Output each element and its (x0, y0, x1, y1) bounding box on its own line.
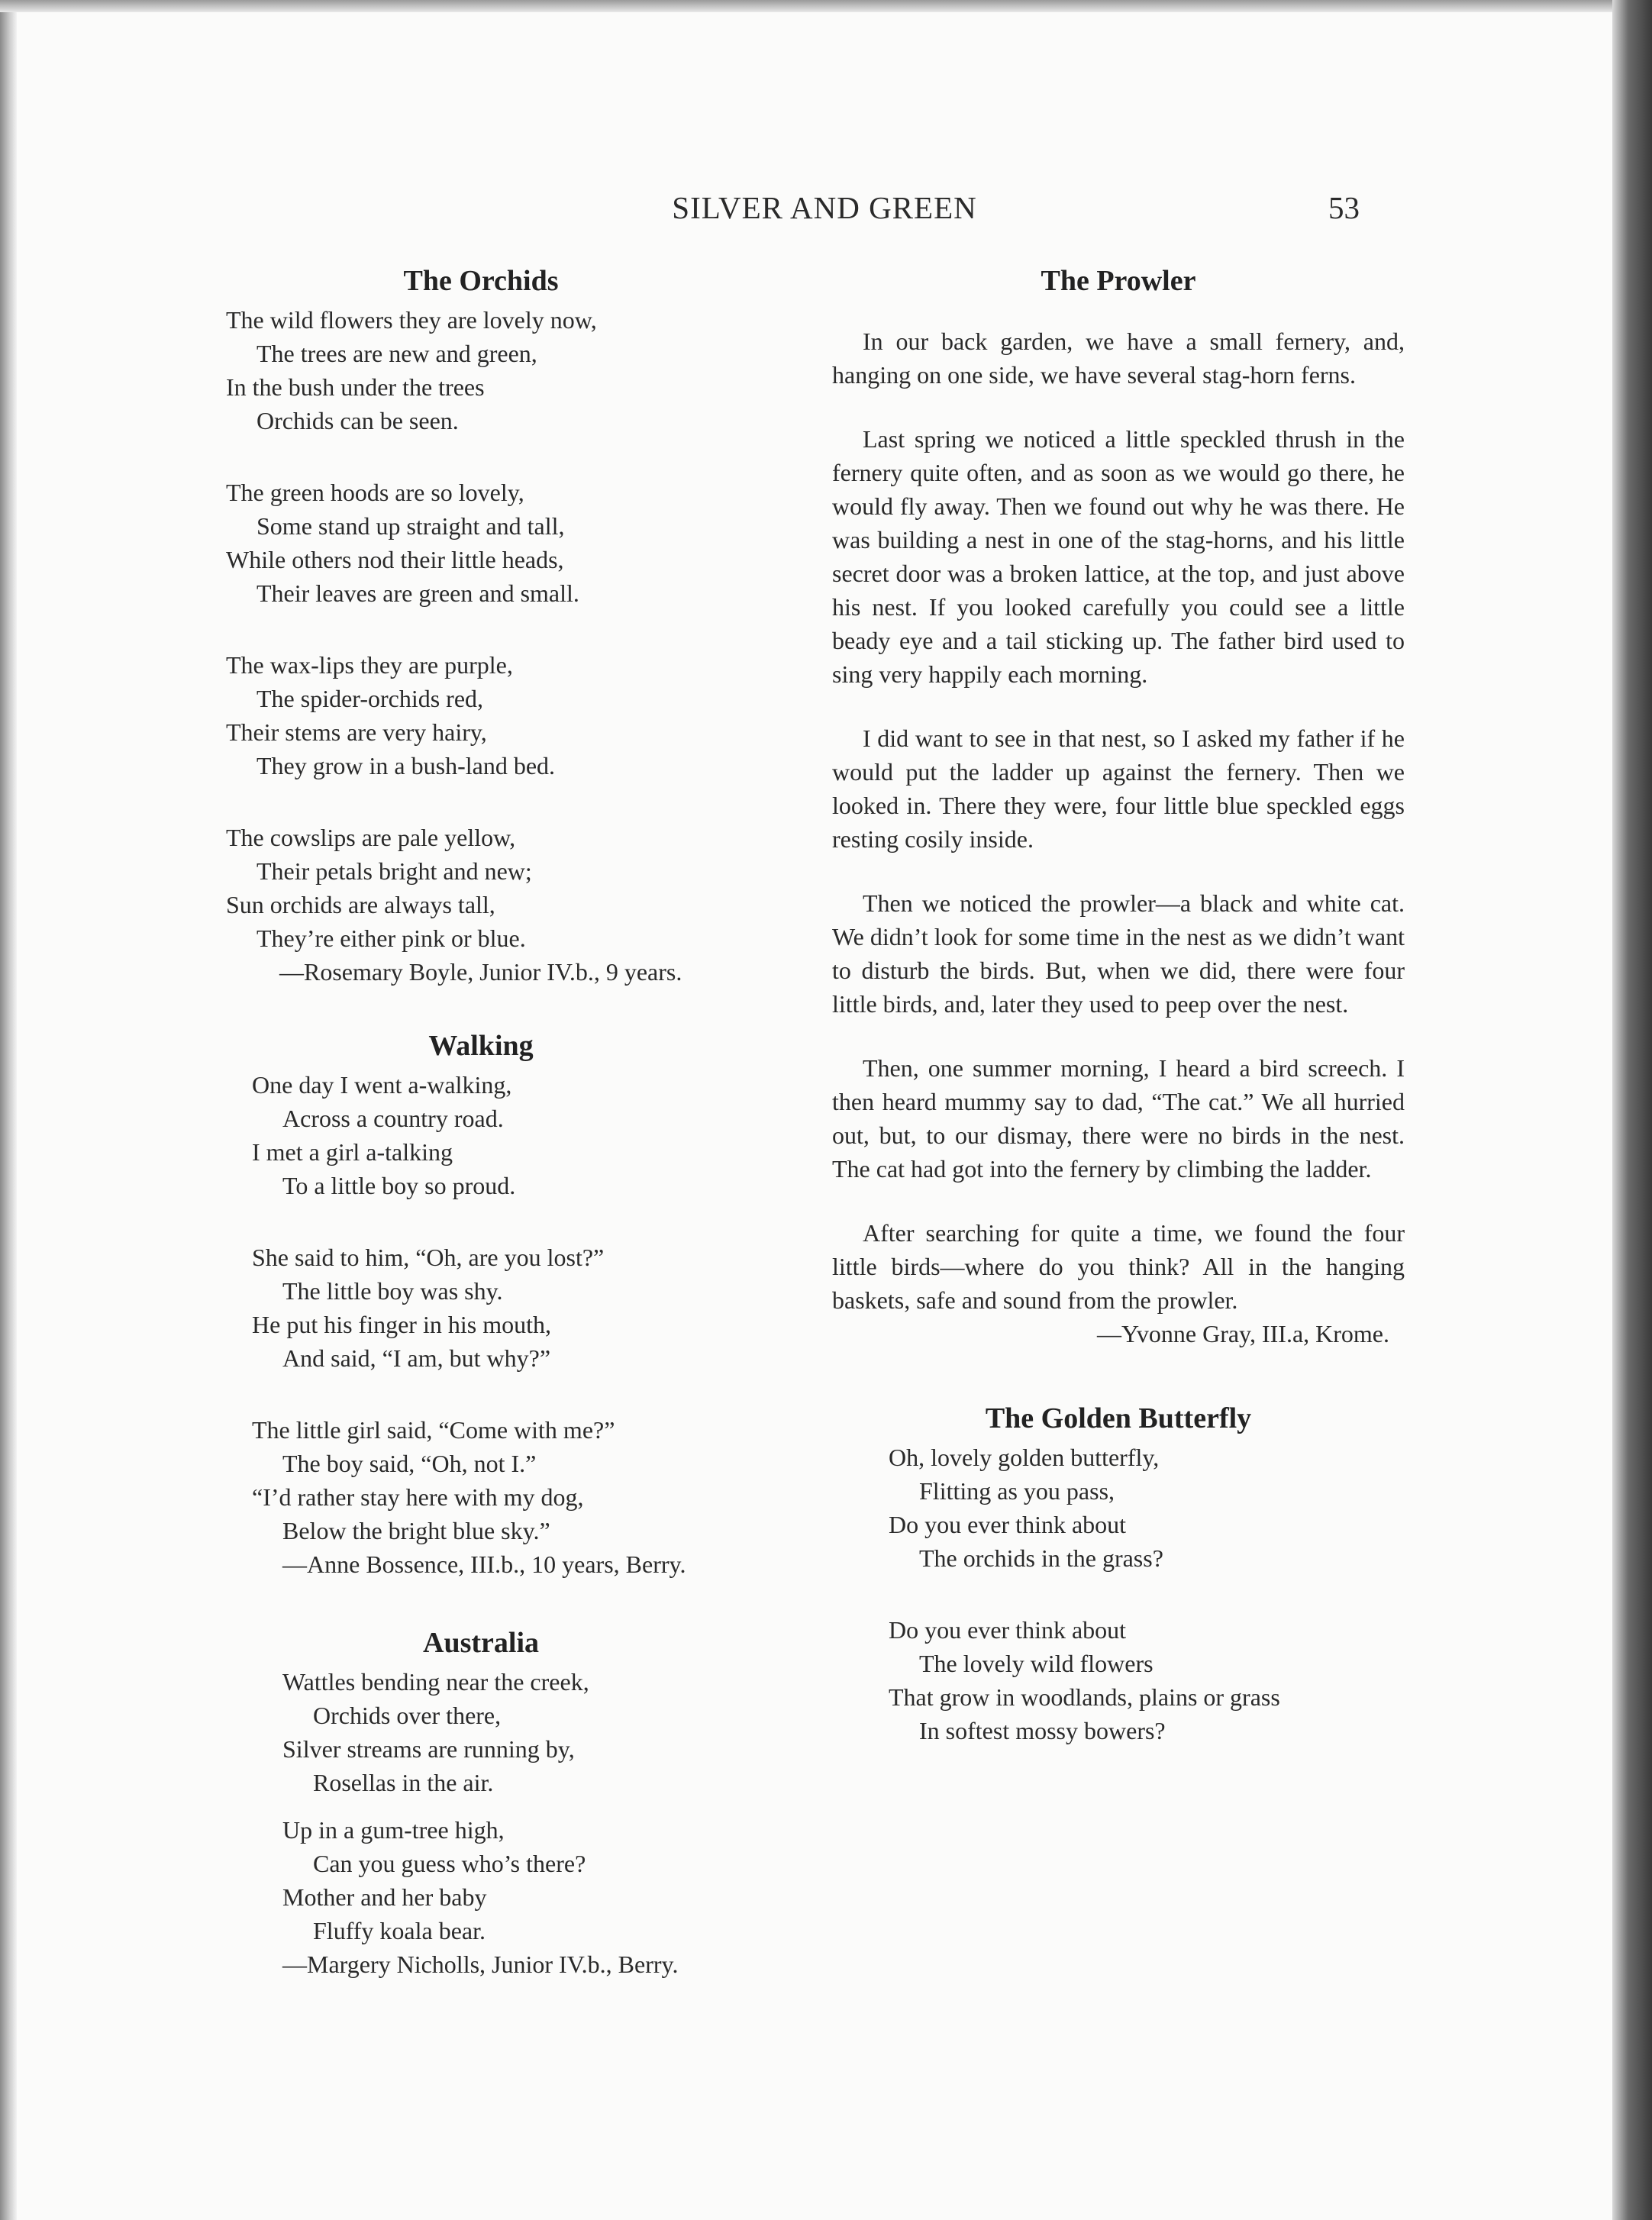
story-paragraph: I did want to see in that nest, so I asked my father if he would put the ladder up against the fernery. Then we looked in. There they were, four little blue speckled eggs resting cosily inside. (832, 724, 1405, 853)
poem-line: The lovely wild flowers (919, 1650, 1153, 1677)
stanza (214, 1413, 748, 1581)
poem-line: One day I went a-walking, (252, 1071, 512, 1099)
poem-line: They grow in a bush-land bed. (257, 752, 556, 779)
author-byline: —Anne Bossence, III.b., 10 years, Berry. (282, 1550, 686, 1578)
poem-line: “I’d rather stay here with my dog, (252, 1483, 584, 1511)
poem-line: The boy said, “Oh, not I.” (282, 1450, 537, 1477)
poem-title: The Orchids (403, 265, 559, 297)
running-header: SILVER AND GREEN (672, 190, 977, 225)
poem-line: The trees are new and green, (257, 340, 537, 367)
poem-line: The wax-lips they are purple, (226, 651, 513, 679)
page-left-shadow (0, 0, 17, 2220)
poem-line: Do you ever think about (889, 1616, 1127, 1644)
poem-line: I met a girl a-talking (252, 1138, 453, 1166)
stanza (214, 648, 748, 782)
story-title: The Prowler (1041, 265, 1196, 297)
poem-line: The little boy was shy. (282, 1277, 503, 1305)
poem-line: Do you ever think about (889, 1511, 1127, 1538)
poem-line: The spider-orchids red, (257, 685, 484, 712)
left-column (214, 263, 794, 1981)
stanza (214, 1813, 748, 1981)
poem-line: Their petals bright and new; (257, 857, 532, 885)
stanza (214, 1068, 748, 1202)
stanza (214, 1241, 748, 1375)
stanza (214, 1665, 748, 1799)
poem-line: Flitting as you pass, (919, 1477, 1115, 1505)
poem-line: The little girl said, “Come with me?” (252, 1416, 615, 1444)
stanza (214, 821, 748, 989)
poem-line: While others nod their little heads, (226, 546, 564, 573)
poem-line: The green hoods are so lovely, (226, 479, 524, 506)
poem-line: He put his finger in his mouth, (252, 1311, 551, 1338)
author-byline: —Rosemary Boyle, Junior IV.b., 9 years. (279, 958, 682, 986)
poem-line: Mother and her baby (282, 1883, 487, 1911)
story-paragraph: Last spring we noticed a little speckled thrush in the fernery quite often, and as soon as we would go there, he would fly away. Then we found out why he was there. He was building a nest in one of the stag-horns, and his little secret door was a broken lattice, at the top, and just above his nest. If you looked carefully you could see a little beady eye and a tail sticking up. The father bird used to sing very happily each morning. (832, 425, 1405, 688)
author-byline: —Margery Nicholls, Junior IV.b., Berry. (282, 1951, 679, 1978)
poem-line: Their leaves are green and small. (257, 579, 579, 607)
poem-line: They’re either pink or blue. (257, 924, 526, 952)
poem-australia (214, 1625, 794, 1981)
poem-line: Can you guess who’s there? (313, 1850, 586, 1877)
poem-line: The cowslips are pale yellow, (226, 824, 516, 851)
page-number: 53 (1328, 190, 1360, 225)
stanza (214, 476, 748, 610)
poem-line: Rosellas in the air. (313, 1769, 494, 1796)
poem-line: To a little boy so proud. (282, 1172, 516, 1199)
story-body (832, 324, 1405, 1350)
author-byline: —Yvonne Gray, III.a, Krome. (1096, 1320, 1389, 1347)
poem-line: Oh, lovely golden butterfly, (889, 1444, 1160, 1471)
poem-line: Up in a gum-tree high, (282, 1816, 505, 1844)
poem-line: Silver streams are running by, (282, 1735, 575, 1763)
poem-title: Walking (428, 1030, 534, 1062)
poem-line: In the bush under the trees (226, 373, 485, 401)
poem-title: The Golden Butterfly (985, 1402, 1252, 1434)
poem-line: Wattles bending near the creek, (282, 1668, 589, 1696)
poem-the-orchids (214, 263, 794, 989)
poem-line: The orchids in the grass? (919, 1544, 1163, 1572)
poem-line: Orchids can be seen. (257, 407, 459, 434)
story-paragraph: Then we noticed the prowler—a black and white cat. We didn’t look for some time in the nest as we didn’t want to disturb the birds. But, when we did, there were four little birds, and, later they used to peep over the nest. (832, 889, 1405, 1018)
poem-line: Some stand up straight and tall, (257, 512, 565, 540)
poem-line: She said to him, “Oh, are you lost?” (252, 1244, 605, 1271)
poem-line: Across a country road. (282, 1105, 504, 1132)
story-paragraph: In our back garden, we have a small fernery, and, hanging on one side, we have several stag-horn ferns. (832, 328, 1405, 389)
poem-line: And said, “I am, but why?” (282, 1344, 551, 1372)
poem-line: That grow in woodlands, plains or grass (889, 1683, 1280, 1711)
story-the-prowler (832, 263, 1405, 1350)
poem-title: Australia (423, 1627, 539, 1659)
story-paragraph: Then, one summer morning, I heard a bird screech. I then heard mummy say to dad, “The cat.” We all hurried out, but, to our dismay, there were no birds in the nest. The cat had got into the fernery by climbing the ladder. (832, 1054, 1405, 1183)
page-top-shadow (0, 0, 1652, 12)
poem-the-golden-butterfly (832, 1401, 1405, 1747)
poem-line: Fluffy koala bear. (313, 1917, 486, 1944)
poem-line: The wild flowers they are lovely now, (226, 306, 597, 334)
story-paragraph: After searching for quite a time, we found the four little birds—where do you think? All in the hanging baskets, safe and sound from the prowler. (832, 1219, 1405, 1314)
stanza (214, 303, 748, 437)
poem-line: Sun orchids are always tall, (226, 891, 495, 918)
stanza (832, 1441, 1405, 1575)
poem-line: Below the bright blue sky.” (282, 1517, 550, 1544)
page-binding-edge (1612, 0, 1652, 2220)
poem-line: In softest mossy bowers? (919, 1717, 1166, 1744)
poem-line: Orchids over there, (313, 1702, 502, 1729)
poem-walking (214, 1028, 794, 1581)
stanza (832, 1613, 1405, 1747)
right-column (832, 263, 1405, 1747)
poem-line: Their stems are very hairy, (226, 718, 487, 746)
